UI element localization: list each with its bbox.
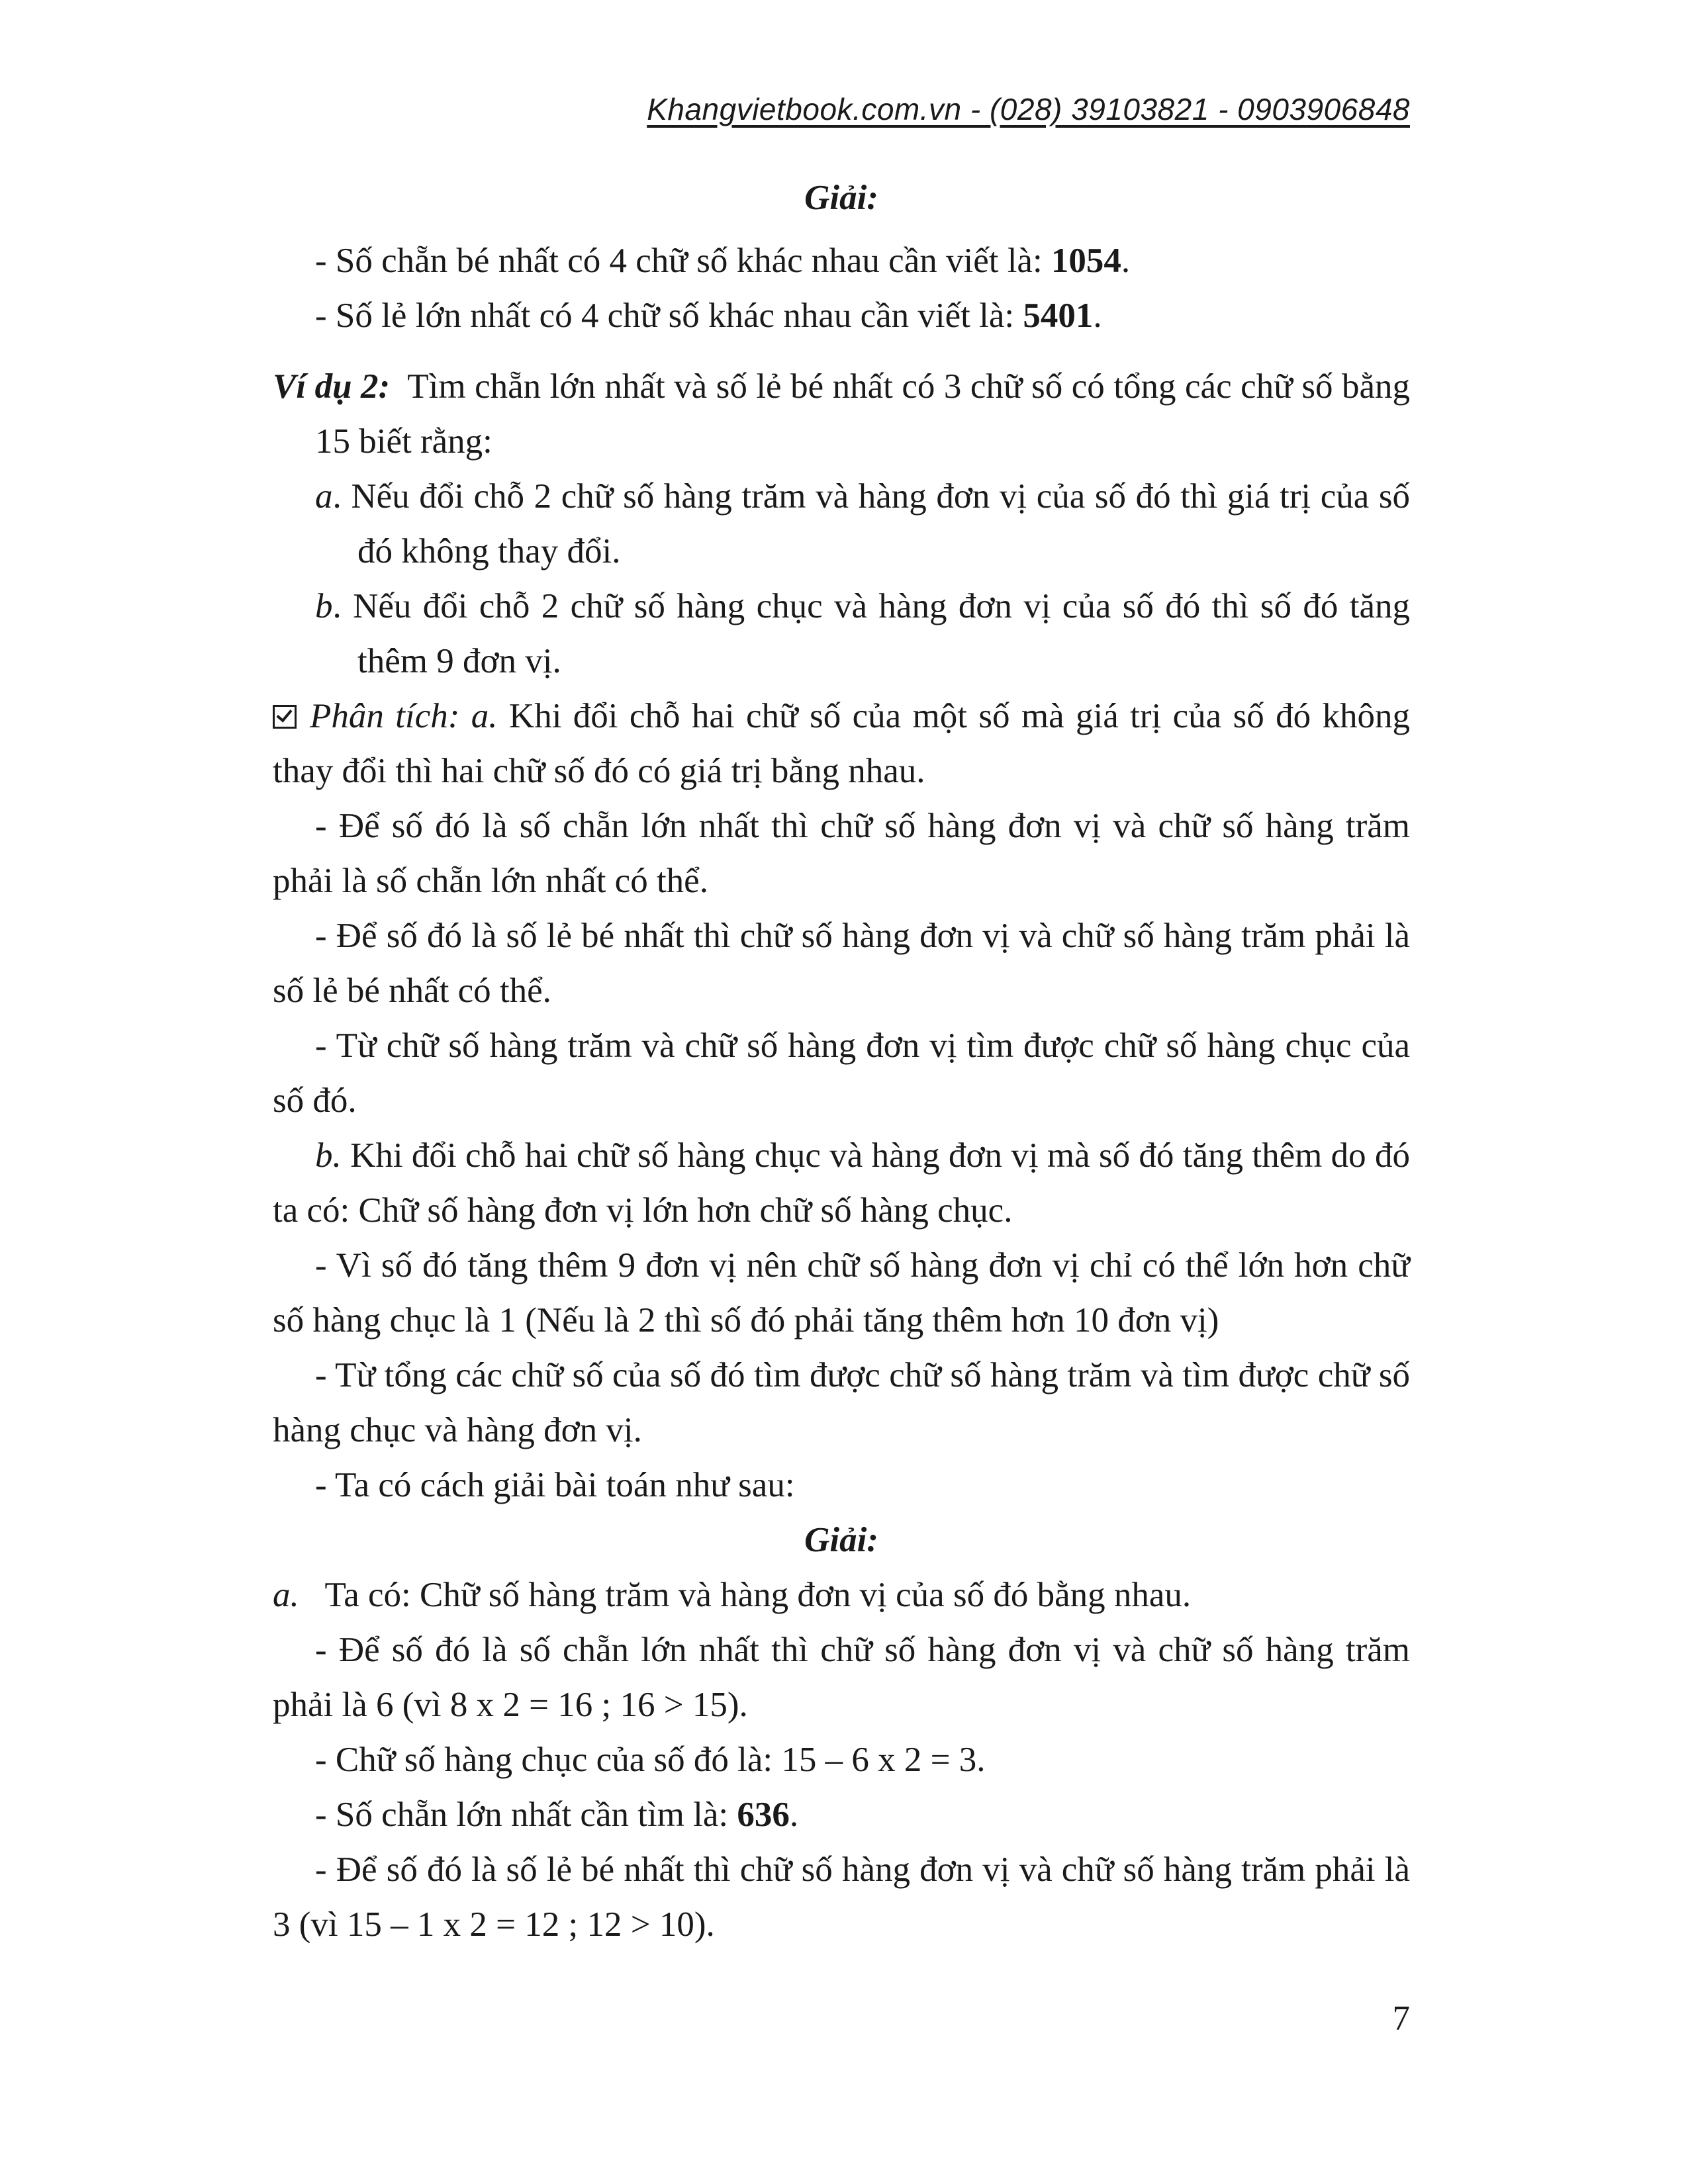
solution-1-line-2: - Số lẻ lớn nhất có 4 chữ số khác nhau cần viết là: 5401. bbox=[315, 296, 1102, 335]
example-2-statement: Ví dụ 2: Tìm chẵn lớn nhất và số lẻ bé nhất có 3 chữ số có tổng các chữ số bằng 15 biết rằng: bbox=[273, 367, 1411, 461]
analysis-part-a: Phân tích: a. Khi đổi chỗ hai chữ số của một số mà giá trị của số đó không thay đổi thì hai chữ số đó có giá trị bằng nhau. bbox=[273, 697, 1410, 790]
analysis-line-6: - Ta có cách giải bài toán như sau: bbox=[315, 1466, 795, 1504]
analysis-line-2: - Để số đó là số lẻ bé nhất thì chữ số hàng đơn vị và chữ số hàng trăm phải là số lẻ bé nhất có thể. bbox=[273, 917, 1410, 1010]
analysis-line-3: - Từ chữ số hàng trăm và chữ số hàng đơn vị tìm được chữ số hàng chục của số đó. bbox=[273, 1026, 1410, 1120]
example-2-part-a: a. Nếu đổi chỗ 2 chữ số hàng trăm và hàng đơn vị của số đó thì giá trị của số đó không thay đổi. bbox=[315, 477, 1410, 570]
example-2-part-b: b. Nếu đổi chỗ 2 chữ số hàng chục và hàng đơn vị của số đó thì số đó tăng thêm 9 đơn vị. bbox=[315, 587, 1410, 680]
page-content bbox=[273, 165, 1410, 1952]
solution-2-line-1: - Để số đó là số chẵn lớn nhất thì chữ số hàng đơn vị và chữ số hàng trăm phải là 6 (vì 8 x 2 = 16 ; 16 > 15). bbox=[273, 1631, 1410, 1724]
solution-2-line-4: - Để số đó là số lẻ bé nhất thì chữ số hàng đơn vị và chữ số hàng trăm phải là 3 (vì 15 – 1 x 2 = 12 ; 12 > 10). bbox=[273, 1850, 1410, 1944]
analysis-line-4: - Vì số đó tăng thêm 9 đơn vị nên chữ số hàng đơn vị chỉ có thể lớn hơn chữ số hàng chục là 1 (Nếu là 2 thì số đó phải tăng thêm hơn 10 đơn vị) bbox=[273, 1246, 1410, 1340]
analysis-line-1: - Để số đó là số chẵn lớn nhất thì chữ số hàng đơn vị và chữ số hàng trăm phải là số chẵn lớn nhất có thể. bbox=[273, 807, 1410, 900]
example-2-label: Ví dụ 2: bbox=[273, 367, 391, 406]
answer-636: 636 bbox=[737, 1796, 790, 1834]
analysis-line-5: - Từ tổng các chữ số của số đó tìm được chữ số hàng trăm và tìm được chữ số hàng chục và hàng đơn vị. bbox=[273, 1356, 1410, 1449]
page-number: 7 bbox=[1392, 1999, 1410, 2038]
checkbox-checked-icon bbox=[273, 705, 297, 729]
solution-1-line-1: - Số chẵn bé nhất có 4 chữ số khác nhau cần viết là: 1054. bbox=[315, 242, 1131, 280]
solution-heading-1: Giải: bbox=[804, 179, 878, 217]
solution-2-part-a: a. Ta có: Chữ số hàng trăm và hàng đơn vị của số đó bằng nhau. bbox=[273, 1576, 1192, 1614]
answer-1054: 1054 bbox=[1051, 242, 1121, 280]
page-header: Khangvietbook.com.vn - (028) 39103821 - 0903906848 bbox=[647, 92, 1410, 126]
analysis-part-b: b. Khi đổi chỗ hai chữ số hàng chục và hàng đơn vị mà số đó tăng thêm do đó ta có: Chữ số hàng đơn vị lớn hơn chữ số hàng chục. bbox=[273, 1136, 1410, 1230]
solution-2-line-3: - Số chẵn lớn nhất cần tìm là: 636. bbox=[315, 1796, 799, 1834]
solution-2-line-2: - Chữ số hàng chục của số đó là: 15 – 6 x 2 = 3. bbox=[315, 1741, 986, 1779]
analysis-label: Phân tích: a. bbox=[310, 697, 498, 735]
answer-5401: 5401 bbox=[1023, 296, 1094, 335]
solution-heading-2: Giải: bbox=[804, 1521, 878, 1559]
